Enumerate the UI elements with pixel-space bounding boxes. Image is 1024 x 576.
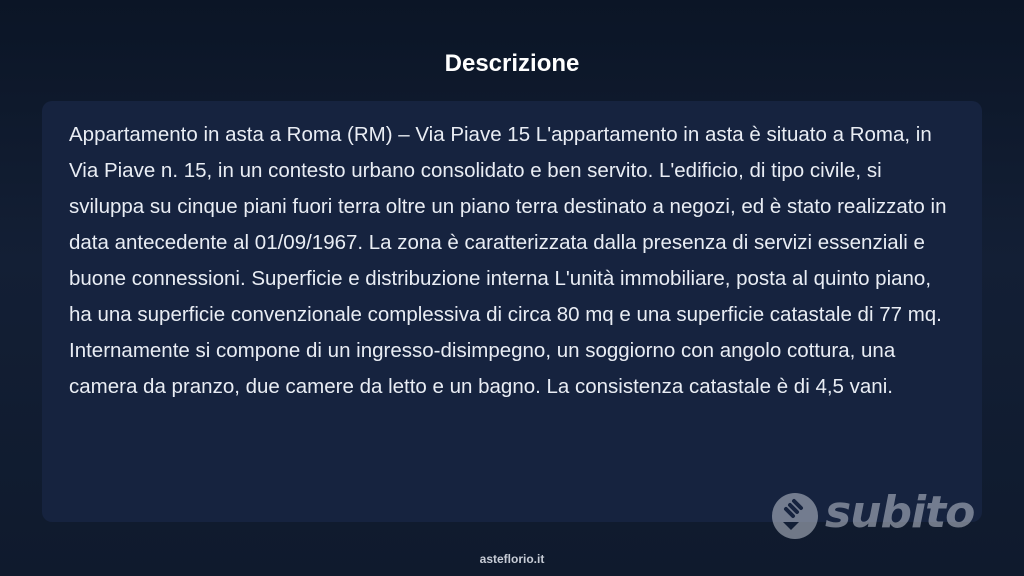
description-text: Appartamento in asta a Roma (RM) – Via Piave 15 L'appartamento in asta è situato a Roma, in Via Piave n. 15, in un contesto urbano consolidato e ben servito. L'edificio, di tipo civile, si sviluppa su cinque piani fuori terra oltre un piano terra destinato a negozi, ed è stato realizzato in data antecedente al 01/09/1967. La zona è caratterizzata dalla presenza di servizi essenziali e buone connessioni. Superficie e distribuzione interna L'unità immobiliare, posta al quinto piano, ha una superficie convenzionale complessiva di circa 80 mq e una superficie catastale di 77 mq. Internamente si compone di un ingresso-disimpegno, un soggiorno con angolo cottura, una camera da pranzo, due camere da letto e un bagno. La consistenza catastale è di 4,5 vani. bbox=[69, 123, 947, 398]
description-card bbox=[42, 101, 982, 522]
page-title: Descrizione bbox=[444, 50, 580, 77]
subito-wordmark: subito bbox=[825, 487, 975, 538]
footer-source: asteflorio.it bbox=[479, 552, 545, 566]
subito-logo-icon bbox=[771, 492, 819, 540]
subito-watermark bbox=[771, 487, 981, 542]
